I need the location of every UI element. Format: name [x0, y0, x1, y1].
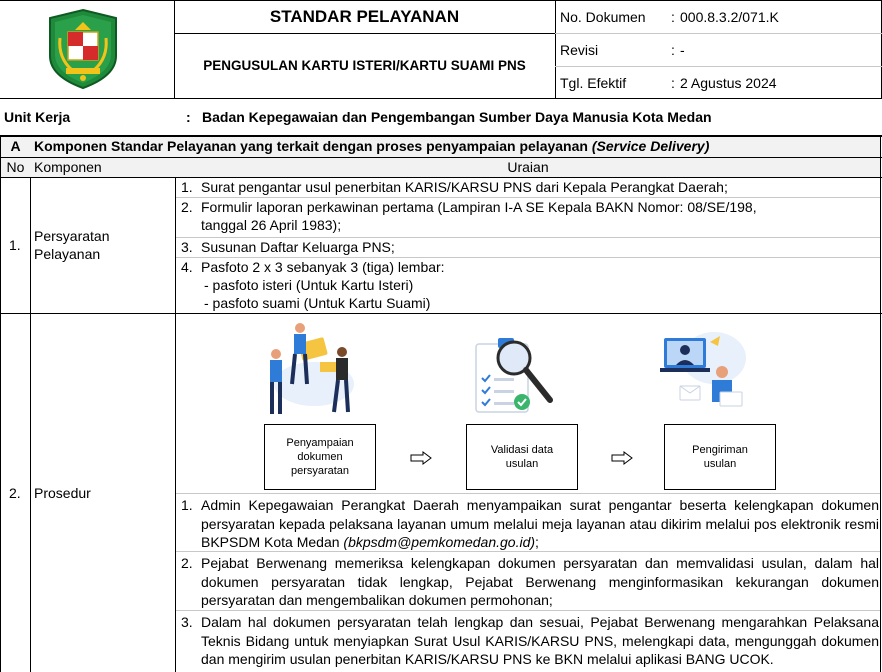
list-item: Pejabat Berwenang memeriksa kelengkapan dokumen persyaratan dan memvalidasi usulan, dalam hal dokumen persyaratan tidak lengkap, Pejabat Berwenang menginformasikan kekurangan dokumen persyaratan dan mengembalikan dokumen permohonan; — [201, 555, 879, 608]
unit-value: Badan Kepegawaian dan Pengembangan Sumber Daya Manusia Kota Medan — [202, 109, 712, 125]
list-item: Susunan Daftar Keluarga PNS; — [201, 239, 395, 255]
list-item: Pasfoto 2 x 3 sebanyak 3 (tiga) lembar: — [201, 259, 445, 275]
list-item-number: 3. — [181, 614, 193, 630]
list-item: Formulir laporan perkawinan pertama (Lampiran I-A SE Kepala BAKN Nomor: 08/SE/198, — [201, 199, 757, 215]
flow-step-box — [664, 424, 776, 490]
meta-label-dokumen: No. Dokumen — [560, 9, 646, 25]
meta-value-dokumen: 000.8.3.2/071.K — [680, 9, 779, 25]
meta-sep: : — [671, 42, 675, 58]
page-title: STANDAR PELAYANAN — [269, 7, 460, 26]
row-komponen: Pelayanan — [34, 246, 101, 262]
online-sending-icon — [656, 322, 752, 418]
document-magnifier-icon — [468, 330, 558, 420]
row-no: 1. — [9, 237, 21, 253]
kota-medan-emblem-icon — [46, 8, 120, 90]
flow-step-box — [466, 424, 578, 490]
meta-value-efektif: 2 Agustus 2024 — [680, 75, 777, 91]
unit-sep: : — [186, 109, 191, 125]
row-komponen: Prosedur — [34, 485, 91, 501]
section-letter: A — [10, 138, 21, 154]
section-title: Komponen Standar Pelayanan yang terkait dengan proses penyampaian pelayanan (Service Delivery) — [34, 138, 710, 154]
meta-value-revisi: - — [680, 42, 685, 58]
list-item-number: 1. — [181, 179, 193, 195]
meta-sep: : — [671, 9, 675, 25]
meta-label-revisi: Revisi — [560, 42, 599, 58]
row-komponen: Persyaratan — [34, 228, 110, 244]
flow-step-label: Validasi data usulan — [490, 444, 554, 470]
row-no: 2. — [9, 485, 21, 501]
list-item: Admin Kepegawaian Perangkat Daerah menyampaikan surat pengantar beserta kelengkapan dokumen persyaratan kepada pelaksana layanan umum melalui meja layanan atau dikirim melalui pos elektronik resmi BKPSDM Kota Medan (bkpsdm@pemkomedan.go.id); — [201, 497, 879, 550]
flow-step-box — [264, 424, 376, 490]
list-item: tanggal 26 April 1983); — [201, 217, 342, 233]
list-item: Dalam hal dokumen persyaratan telah lengkap dan sesuai, Pejabat Berwenang mengarahkan Pelaksana Teknis Bidang untuk menyiapkan Surat Usul KARIS/KARSU PNS, melengkapi data, mengunggah dokumen dan mengirim usulan penerbitan KARIS/KARSU PNS ke BKN melalui aplikasi BANG UCOK. — [201, 614, 879, 667]
list-item-number: 4. — [181, 259, 193, 275]
list-item-number: 1. — [181, 497, 193, 513]
list-item-number: 2. — [181, 555, 193, 571]
page-subtitle: PENGUSULAN KARTU ISTERI/KARTU SUAMI PNS — [203, 58, 526, 73]
arrow-right-icon — [410, 451, 432, 468]
meta-sep: : — [671, 75, 675, 91]
list-item: - pasfoto suami (Untuk Kartu Suami) — [204, 295, 431, 311]
unit-label: Unit Kerja — [4, 109, 71, 125]
col-header-uraian: Uraian — [507, 159, 549, 175]
col-header-no: No — [6, 159, 25, 175]
flow-step-label: Penyampaian dokumen persyaratan — [286, 437, 354, 477]
list-item-number: 3. — [181, 239, 193, 255]
meta-label-efektif: Tgl. Efektif — [560, 75, 627, 91]
arrow-right-icon — [611, 451, 633, 468]
list-item: - pasfoto isteri (Untuk Kartu Isteri) — [204, 277, 414, 293]
list-item-number: 2. — [181, 199, 193, 215]
list-item: Surat pengantar usul penerbitan KARIS/KARSU PNS dari Kepala Perangkat Daerah; — [201, 179, 728, 195]
col-header-komponen: Komponen — [34, 159, 102, 175]
document-handover-icon — [262, 322, 362, 418]
flow-step-label: Pengiriman usulan — [692, 444, 748, 470]
